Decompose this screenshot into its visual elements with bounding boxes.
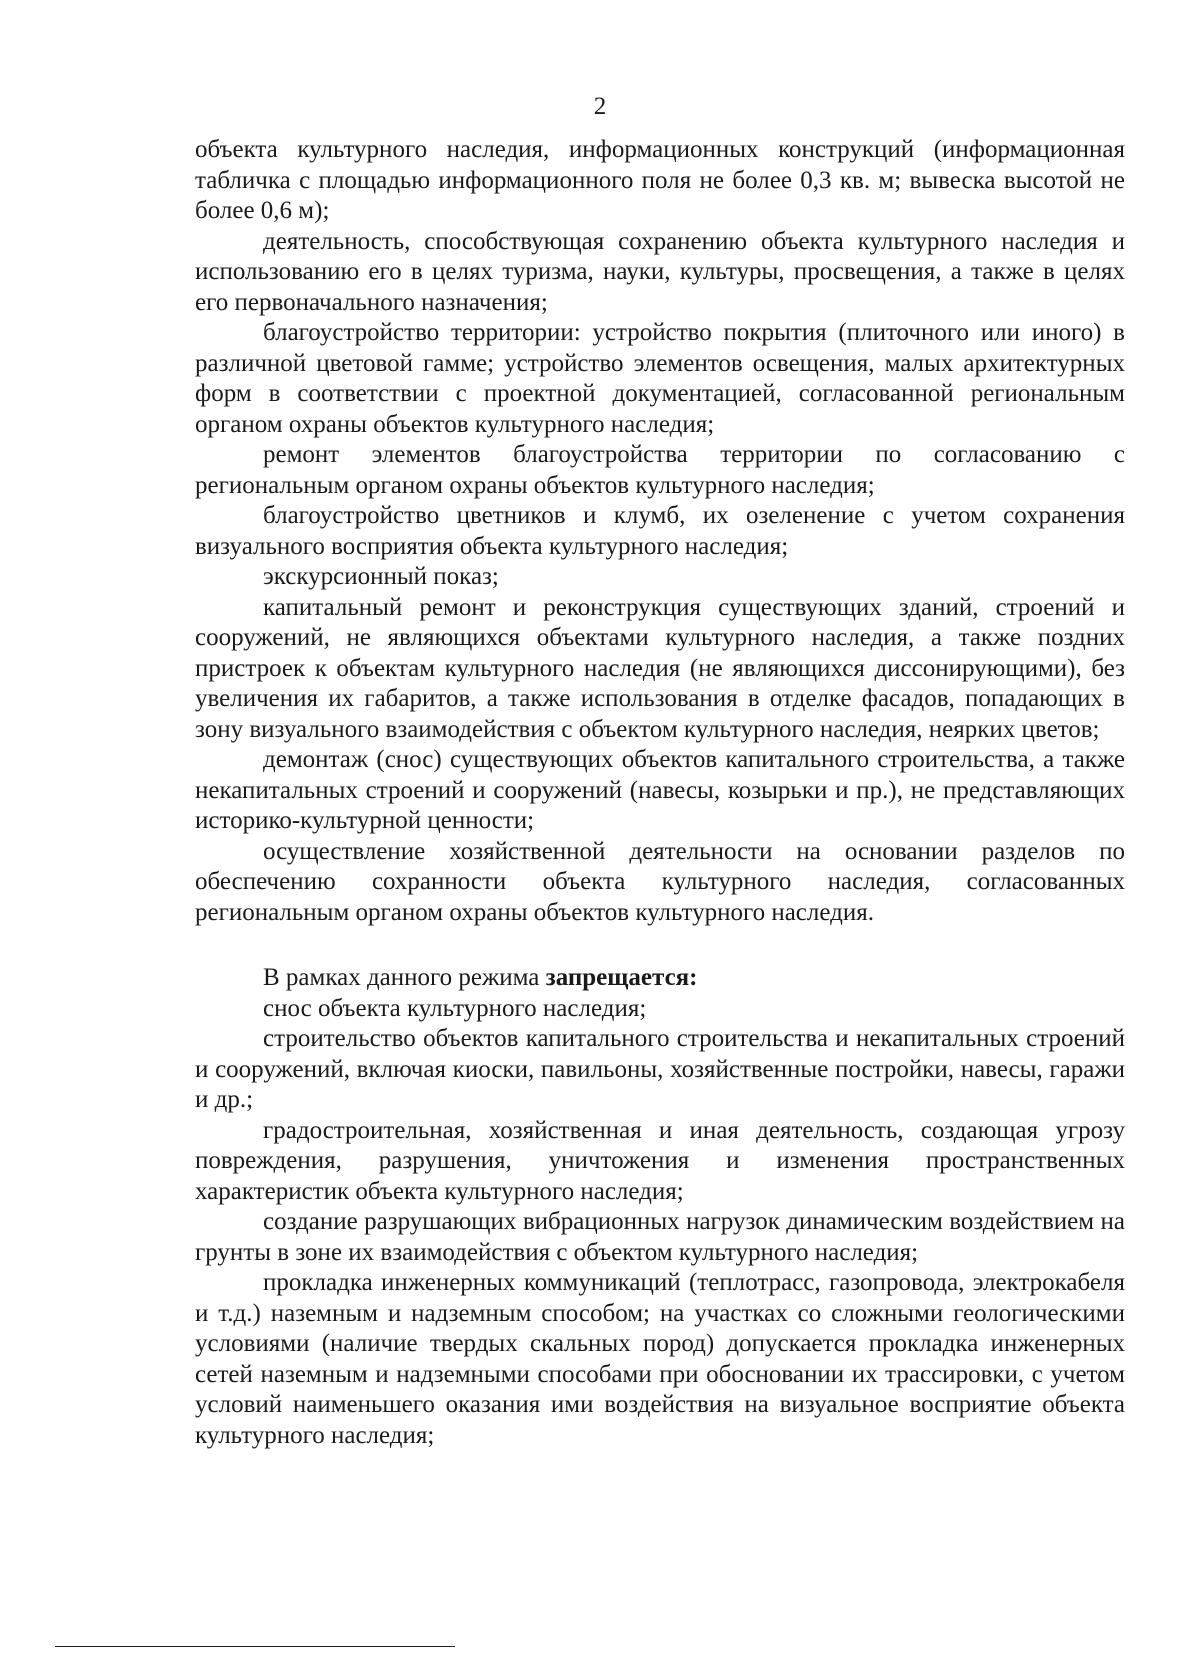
paragraph: демонтаж (снос) существующих объектов капитального строительства, а также некапитальных строений и сооружений (навесы, козырьки и пр.), не представляющих историко-культурной ценности; — [195, 746, 1125, 834]
page-number: 2 — [593, 93, 607, 120]
section-spacer — [195, 928, 1125, 963]
document-body — [195, 135, 1125, 1451]
prohibited-item: строительство объектов капитального строительства и некапитальных строений и сооружений, включая киоски, павильоны, хозяйственные постройки, навесы, гаражи и др.; — [195, 1025, 1125, 1113]
paragraph: деятельность, способствующая сохранению объекта культурного наследия и использованию его в целях туризма, науки, культуры, просвещения, а также в целях его первоначального назначения; — [195, 227, 1125, 316]
prohibited-item: прокладка инженерных коммуникаций (теплотрасс, газопровода, электрокабеля и т.д.) наземным и надземным способом; на участках со сложными геологическими условиями (наличие твердых скальных пород) допускается прокладка инженерных сетей наземным и надземными способами при обосновании их трассировки, с учетом условий наименьшего оказания ими воздействия на визуальное восприятие объекта культурного наследия; — [195, 1269, 1125, 1449]
paragraph: экскурсионный показ; — [263, 563, 499, 590]
paragraph: капитальный ремонт и реконструкция существующих зданий, строений и сооружений, не являющихся объектами культурного наследия, а также поздних пристроек к объектам культурного наследия (не являющихся диссонирующими), без увеличения их габаритов, а также использования в отделке фасадов, попадающих в зону визуального взаимодействия с объектом культурного наследия, неярких цветов; — [195, 593, 1125, 743]
prohibited-keyword: запрещается: — [545, 964, 698, 991]
prohibited-item: создание разрушающих вибрационных нагрузок динамическим воздействием на грунты в зоне их взаимодействия с объектом культурного наследия; — [195, 1208, 1125, 1266]
prohibited-intro — [195, 963, 1125, 994]
paragraph: благоустройство территории: устройство покрытия (плиточного или иного) в различной цветовой гамме; устройство элементов освещения, малых архитектурных форм в соответствии с проектной документацией, согласованной региональным органом охраны объектов культурного наследия; — [195, 319, 1125, 438]
prohibited-item: градостроительная, хозяйственная и иная деятельность, создающая угрозу повреждения, разрушения, уничтожения и изменения пространственных характеристик объекта культурного наследия; — [195, 1116, 1125, 1205]
footnote-rule — [55, 1646, 455, 1647]
paragraph-continued: объекта культурного наследия, информационных конструкций (информационная табличка с площадью информационного поля не более 0,3 кв. м; вывеска высотой не более 0,6 м); — [195, 136, 1125, 224]
prohibited-intro-text: В рамках данного режима — [263, 964, 546, 991]
paragraph: осуществление хозяйственной деятельности на основании разделов по обеспечению сохранности объекта культурного наследия, согласованных региональным органом охраны объектов культурного наследия. — [195, 837, 1125, 926]
paragraph: благоустройство цветников и клумб, их озеленение с учетом сохранения визуального восприятия объекта культурного наследия; — [195, 502, 1125, 560]
paragraph: ремонт элементов благоустройства территории по согласованию с региональным органом охраны объектов культурного наследия; — [195, 441, 1125, 499]
prohibited-item: снос объекта культурного наследия; — [263, 994, 647, 1022]
